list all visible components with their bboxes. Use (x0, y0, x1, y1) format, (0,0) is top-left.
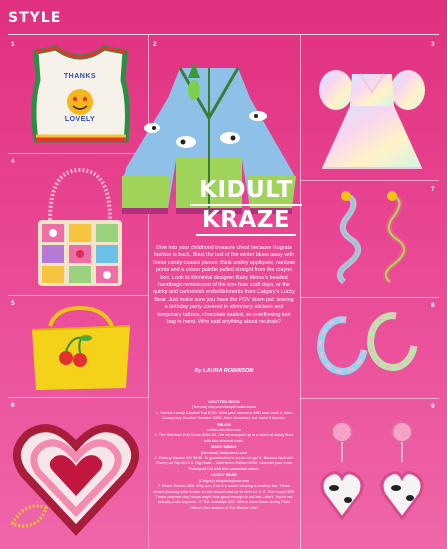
rainbow-puff-dress-image (318, 48, 426, 173)
headline-line-1: KIDULT (190, 179, 302, 206)
panel-number-8: 8 (431, 302, 435, 309)
vest-text-bottom: LOVELY (64, 116, 96, 123)
byline: By LAURA ROBINSON (194, 368, 254, 374)
product-credits (153, 398, 295, 510)
credit-entry: KNOTTED NEON (Toronto) etsy.com/shop/Knottedneon (191, 399, 257, 410)
credit-entry: 4. Granny Square OG $190. To grandmother's house we go! 5. Banana Split with Cherry on Top $170 6. Big Heart – Valentine's Edition $260. Channel your inner Powerpuff Girl with this cartoonish clutch. (154, 455, 294, 471)
panel-number-7: 7 (431, 186, 435, 193)
section-label: STYLE (8, 10, 62, 26)
heart-earrings-image (320, 418, 426, 528)
big-heart-bag-image (6, 412, 146, 542)
panel-number-4: 4 (11, 158, 15, 165)
credit-entry: 1. Thanks Lovely Crochet Top $130. Mind your manners AND look cool! 2. Alien Conspiracy Crochet Sweater $200. Alien abduction, but make it fashion. (155, 409, 293, 421)
snake-earrings-image (318, 190, 426, 290)
panel-number-6: 6 (11, 402, 15, 409)
panel-number-9: 9 (431, 403, 435, 410)
credit-entry: SELKIE selkiecollection.com (206, 421, 242, 433)
panel-number-5: 5 (11, 300, 15, 307)
panel-number-3: 3 (431, 41, 435, 48)
credit-entry: 3. The Rainbow Puff Dress $360.00. Get all wrapped up in a cloud of candy floss with this ethereal frock. (154, 432, 294, 443)
divider (148, 397, 149, 549)
divider (300, 180, 439, 181)
header-rule (8, 34, 439, 35)
headline-line-2: KRAZE (196, 209, 296, 236)
intro-paragraph: Dive into your childhood treasure chest because Rugrats fashion is back. Blast the last of the winter blues away with these candy-coated pieces: think smiley appliqués, rainbow prints and a colour palette pulled straight from the crayon box. Look to Montréal designer Baby Minou's beaded handbags reminiscent of the iron-fuse craft days, or the quirky and cartoonish embellishments from Calgary's Lucky Bear. Just make sure you have the POV down pat: leaving a birthday party covered in shimmery stickers and temporary tattoos, chocolate sealed, an overflowing loot bag in hand. Who said anything about neutrals? (153, 245, 295, 326)
credit-entry: 7. Bham Snakes $28. Why yes, that is a snake wearing a cowboy hat. These crowd-pleasing coils border on the absurd and we're here for it. 8. The Hoops $25. These polymer clay hoops might look good enough to eat but—don't. You're not actually a kid anymore. 9. The Jookalips $32. Where were these during Paris Hilton's first season of The Simple Life? (153, 483, 295, 510)
divider (300, 297, 439, 298)
vest-text-top: THANKS (63, 73, 97, 80)
banana-split-bag-image (26, 306, 136, 392)
hoop-earrings-image (318, 310, 426, 392)
granny-square-bag-image (30, 160, 130, 290)
panel-number-1: 1 (11, 41, 15, 48)
credit-entry: LUCKY BEAR (Calgary) shopluckybear.com (198, 472, 250, 483)
divider (300, 398, 439, 399)
panel-number-2: 2 (153, 41, 157, 48)
divider (8, 295, 148, 296)
headline (176, 179, 316, 236)
divider (8, 397, 148, 398)
divider (300, 35, 301, 549)
credit-entry: BABY MINOU (Montreal) babyminou.com (200, 444, 248, 455)
